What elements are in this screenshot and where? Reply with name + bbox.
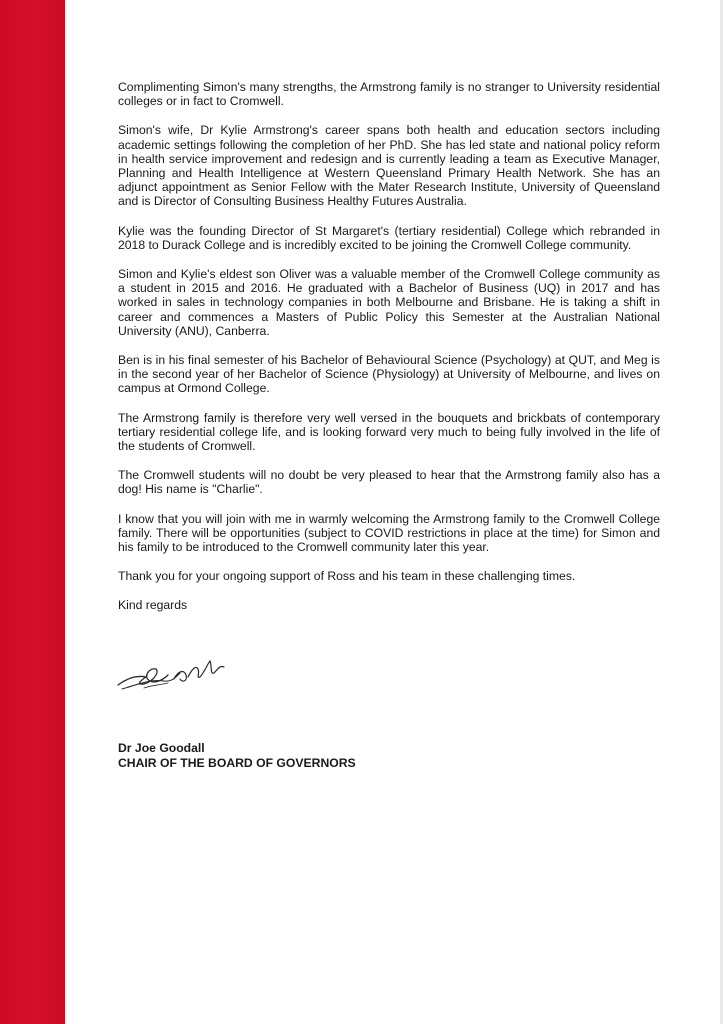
letter-body [118, 80, 660, 628]
signature-block [118, 741, 356, 770]
paragraph-5: Ben is in his final semester of his Bachelor of Behavioural Science (Psychology) at QUT, and Meg is in the second year of her Bachelor of Science (Physiology) at University of Melbourne, and lives on campus at Ormond College. [118, 353, 660, 396]
handwritten-signature [116, 655, 236, 699]
signatory-name: Dr Joe Goodall [118, 741, 205, 755]
paragraph-8: I know that you will join with me in warmly welcoming the Armstrong family to the Cromwell College family. There will be opportunities (subject to COVID restrictions in place at the time) for Simon and his family to be introduced to the Cromwell community later this year. [118, 511, 660, 555]
paragraph-1: Complimenting Simon's many strengths, the Armstrong family is no stranger to University residential colleges or in fact to Cromwell. [118, 80, 660, 109]
paragraph-2: Simon's wife, Dr Kylie Armstrong's career spans both health and education sectors including academic settings following the completion of her PhD. She has led state and national policy reform in health service improvement and redesign and is currently leading a team as Executive Manager, Planning and Health Intelligence at Western Queensland Primary Health Network. She has an adjunct appointment as Senior Fellow with the Mater Research Institute, University of Queensland and is Director of Consulting Business Healthy Futures Australia. [118, 123, 660, 209]
closing-salutation: Kind regards [118, 598, 188, 613]
signatory-title: CHAIR OF THE BOARD OF GOVERNORS [118, 755, 356, 770]
red-margin-bar [0, 0, 65, 1024]
paragraph-4: Simon and Kylie's eldest son Oliver was a valuable member of the Cromwell College community as a student in 2015 and 2016. He graduated with a Bachelor of Business (UQ) in 2017 and has worked in sales in technology companies in both Melbourne and Brisbane. He is taking a shift in career and commences a Masters of Public Policy this Semester at the Australian National University (ANU), Canberra. [118, 267, 660, 338]
paragraph-6: The Armstrong family is therefore very well versed in the bouquets and brickbats of contemporary tertiary residential college life, and is looking forward very much to being fully involved in the life of the students of Cromwell. [118, 410, 660, 454]
paragraph-9: Thank you for your ongoing support of Ross and his team in these challenging times. [118, 569, 576, 584]
paragraph-3: Kylie was the founding Director of St Margaret's (tertiary residential) College which rebranded in 2018 to Durack College and is incredibly excited to be joining the Cromwell College community. [118, 223, 660, 252]
paragraph-7: The Cromwell students will no doubt be very pleased to hear that the Armstrong family also has a dog! His name is "Charlie". [118, 468, 660, 497]
